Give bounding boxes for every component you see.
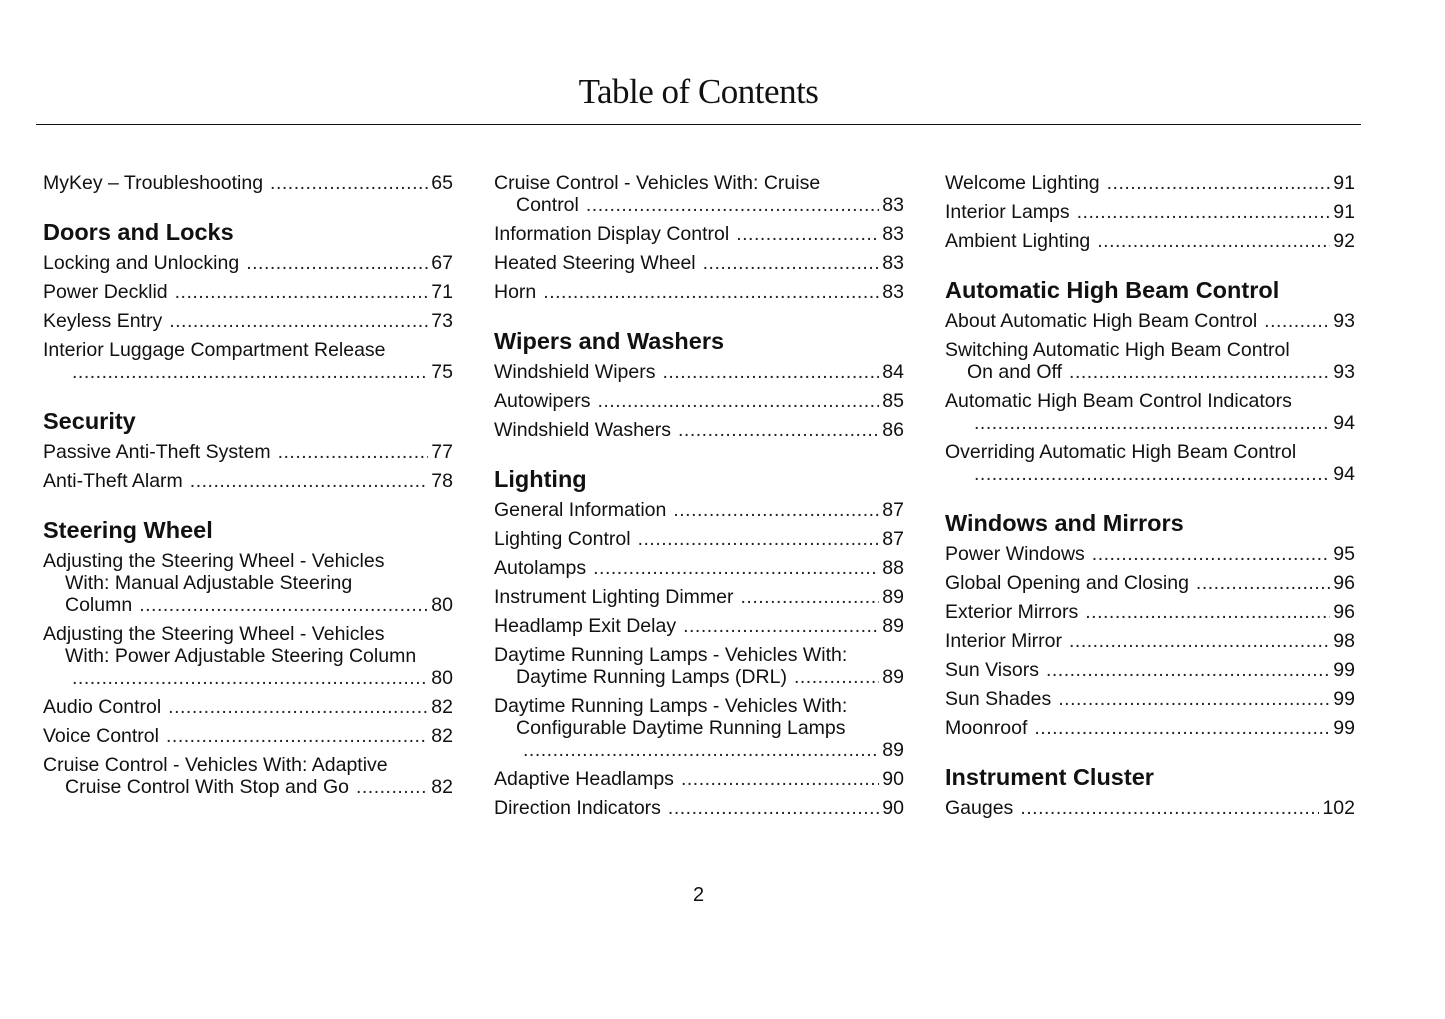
toc-entry-title: Instrument Lighting Dimmer bbox=[494, 585, 734, 608]
dot-leader bbox=[72, 667, 428, 689]
dot-leader bbox=[1264, 310, 1330, 332]
toc-entry[interactable] bbox=[43, 306, 453, 335]
dot-leader bbox=[974, 463, 1330, 485]
toc-page-ref: 94 bbox=[1333, 462, 1355, 485]
toc-entry-title: Passive Anti-Theft System bbox=[43, 440, 271, 463]
toc-entry[interactable] bbox=[945, 539, 1355, 568]
toc-entry-title: With: Power Adjustable Steering Column bbox=[65, 644, 417, 667]
toc-entry-title: Daytime Running Lamps - Vehicles With: bbox=[494, 643, 848, 666]
toc-entry-title: Horn bbox=[494, 280, 537, 303]
toc-page-ref: 89 bbox=[882, 738, 904, 761]
toc-entry[interactable] bbox=[43, 546, 453, 619]
toc-column-1 bbox=[43, 168, 453, 801]
toc-page-ref: 80 bbox=[431, 593, 453, 616]
toc-page-ref: 102 bbox=[1322, 796, 1355, 819]
toc-page-ref: 88 bbox=[882, 556, 904, 579]
dot-leader bbox=[794, 666, 879, 688]
toc-page-ref: 83 bbox=[882, 251, 904, 274]
dot-leader bbox=[1092, 543, 1331, 565]
dot-leader bbox=[1069, 630, 1330, 652]
dot-leader bbox=[673, 499, 879, 521]
toc-entry-title: Welcome Lighting bbox=[945, 171, 1100, 194]
toc-entry[interactable] bbox=[945, 306, 1355, 335]
toc-entry[interactable] bbox=[494, 357, 904, 386]
toc-page-ref: 80 bbox=[431, 666, 453, 689]
dot-leader bbox=[270, 172, 428, 194]
toc-entry[interactable] bbox=[945, 568, 1355, 597]
toc-page-ref: 89 bbox=[882, 614, 904, 637]
dot-leader bbox=[168, 696, 428, 718]
toc-entry[interactable] bbox=[43, 437, 453, 466]
dot-leader bbox=[741, 586, 880, 608]
toc-entry-title: Windshield Washers bbox=[494, 418, 672, 441]
dot-leader bbox=[1020, 797, 1319, 819]
section-heading: Automatic High Beam Control bbox=[945, 277, 1280, 303]
toc-entry-title: About Automatic High Beam Control bbox=[945, 309, 1258, 332]
section-heading: Instrument Cluster bbox=[945, 764, 1154, 790]
toc-entry-title: Autowipers bbox=[494, 389, 591, 412]
toc-entry[interactable] bbox=[43, 335, 453, 386]
toc-entry-title: Locking and Unlocking bbox=[43, 251, 240, 274]
toc-page-ref: 86 bbox=[882, 418, 904, 441]
toc-entry[interactable] bbox=[43, 277, 453, 306]
toc-entry-title: Sun Visors bbox=[945, 658, 1039, 681]
toc-page-ref: 96 bbox=[1333, 571, 1355, 594]
toc-page-ref: 89 bbox=[882, 665, 904, 688]
toc-page-ref: 90 bbox=[882, 796, 904, 819]
toc-entry-title: Control bbox=[516, 193, 579, 216]
toc-entry[interactable] bbox=[945, 655, 1355, 684]
dot-leader bbox=[1077, 201, 1331, 223]
toc-page-ref: 78 bbox=[431, 469, 453, 492]
toc-entry-title: Configurable Daytime Running Lamps bbox=[516, 716, 846, 739]
toc-page-ref: 90 bbox=[882, 767, 904, 790]
dot-leader bbox=[1069, 361, 1330, 383]
toc-entry[interactable] bbox=[494, 582, 904, 611]
toc-entry[interactable] bbox=[945, 386, 1355, 437]
dot-leader bbox=[681, 768, 879, 790]
dot-leader bbox=[668, 797, 879, 819]
toc-entry-title: Power Windows bbox=[945, 542, 1085, 565]
dot-leader bbox=[175, 281, 429, 303]
dot-leader bbox=[1107, 172, 1331, 194]
toc-entry[interactable] bbox=[43, 168, 453, 197]
toc-page-ref: 99 bbox=[1333, 716, 1355, 739]
toc-entry-title: Gauges bbox=[945, 796, 1014, 819]
dot-leader bbox=[678, 419, 879, 441]
dot-leader bbox=[166, 725, 428, 747]
toc-entry[interactable] bbox=[494, 248, 904, 277]
dot-leader bbox=[662, 361, 879, 383]
toc-page-ref: 73 bbox=[431, 309, 453, 332]
toc-page-ref: 93 bbox=[1333, 309, 1355, 332]
toc-entry-title: MyKey – Troubleshooting bbox=[43, 171, 264, 194]
dot-leader bbox=[736, 223, 879, 245]
toc-entry-title: Global Opening and Closing bbox=[945, 571, 1189, 594]
dot-leader bbox=[1034, 717, 1330, 739]
toc-entry-title: Information Display Control bbox=[494, 222, 730, 245]
toc-entry[interactable] bbox=[494, 219, 904, 248]
toc-entry[interactable] bbox=[945, 226, 1355, 255]
title-divider bbox=[36, 124, 1361, 125]
toc-page-ref: 83 bbox=[882, 222, 904, 245]
dot-leader bbox=[523, 739, 879, 761]
toc-page-ref: 96 bbox=[1333, 600, 1355, 623]
page-title: Table of Contents bbox=[578, 72, 819, 111]
toc-column-3 bbox=[945, 168, 1355, 822]
toc-page-ref: 65 bbox=[431, 171, 453, 194]
page-number: 2 bbox=[692, 884, 705, 906]
toc-entry[interactable] bbox=[945, 597, 1355, 626]
toc-entry-title: Exterior Mirrors bbox=[945, 600, 1079, 623]
dot-leader bbox=[1085, 601, 1330, 623]
toc-entry[interactable] bbox=[43, 248, 453, 277]
toc-page-ref: 95 bbox=[1333, 542, 1355, 565]
toc-entry[interactable] bbox=[494, 415, 904, 444]
toc-entry-title: Interior Mirror bbox=[945, 629, 1063, 652]
toc-entry-title: Sun Shades bbox=[945, 687, 1052, 710]
toc-entry[interactable] bbox=[945, 793, 1355, 822]
dot-leader bbox=[190, 470, 429, 492]
toc-entry[interactable] bbox=[945, 335, 1355, 386]
toc-entry-title: Heated Steering Wheel bbox=[494, 251, 696, 274]
dot-leader bbox=[586, 194, 879, 216]
toc-entry-title: Adjusting the Steering Wheel - Vehicles bbox=[43, 622, 385, 645]
toc-entry[interactable] bbox=[494, 793, 904, 822]
toc-entry[interactable] bbox=[494, 553, 904, 582]
toc-page-ref: 92 bbox=[1333, 229, 1355, 252]
dot-leader bbox=[1046, 659, 1330, 681]
toc-entry-title: Interior Luggage Compartment Release bbox=[43, 338, 386, 361]
toc-entry[interactable] bbox=[945, 168, 1355, 197]
dot-leader bbox=[638, 528, 880, 550]
toc-entry-title: Daytime Running Lamps (DRL) bbox=[516, 665, 787, 688]
toc-entry-title: Moonroof bbox=[945, 716, 1028, 739]
dot-leader bbox=[703, 252, 880, 274]
toc-entry-title: Column bbox=[65, 593, 133, 616]
toc-entry-title: Daytime Running Lamps - Vehicles With: bbox=[494, 694, 848, 717]
toc-entry[interactable] bbox=[494, 277, 904, 306]
toc-page-ref: 91 bbox=[1333, 171, 1355, 194]
toc-entry[interactable] bbox=[43, 692, 453, 721]
toc-entry[interactable] bbox=[494, 386, 904, 415]
toc-page-ref: 98 bbox=[1333, 629, 1355, 652]
toc-page-ref: 67 bbox=[431, 251, 453, 274]
toc-entry[interactable] bbox=[945, 437, 1355, 488]
toc-entry-title: Headlamp Exit Delay bbox=[494, 614, 677, 637]
dot-leader bbox=[278, 441, 429, 463]
toc-entry[interactable] bbox=[43, 466, 453, 495]
dot-leader bbox=[593, 557, 879, 579]
toc-entry-title: Lighting Control bbox=[494, 527, 631, 550]
toc-page-ref: 82 bbox=[431, 775, 453, 798]
toc-entry-title: Ambient Lighting bbox=[945, 229, 1091, 252]
toc-page-ref: 89 bbox=[882, 585, 904, 608]
section-heading: Doors and Locks bbox=[43, 219, 234, 245]
toc-entry[interactable] bbox=[43, 721, 453, 750]
toc-page-ref: 87 bbox=[882, 498, 904, 521]
toc-page-ref: 99 bbox=[1333, 687, 1355, 710]
toc-entry-title: Automatic High Beam Control Indicators bbox=[945, 389, 1292, 412]
toc-entry-title: Adaptive Headlamps bbox=[494, 767, 674, 790]
dot-leader bbox=[169, 310, 428, 332]
section-heading: Security bbox=[43, 408, 136, 434]
toc-entry[interactable] bbox=[494, 764, 904, 793]
toc-entry[interactable] bbox=[945, 713, 1355, 742]
toc-entry[interactable] bbox=[494, 168, 904, 219]
toc-page-ref: 77 bbox=[431, 440, 453, 463]
toc-page-ref: 87 bbox=[882, 527, 904, 550]
toc-entry[interactable] bbox=[494, 691, 904, 764]
toc-entry-title: Switching Automatic High Beam Control bbox=[945, 338, 1290, 361]
toc-entry-title: Power Decklid bbox=[43, 280, 168, 303]
toc-page-ref: 91 bbox=[1333, 200, 1355, 223]
toc-entry[interactable] bbox=[43, 619, 453, 692]
dot-leader bbox=[139, 594, 428, 616]
dot-leader bbox=[597, 390, 879, 412]
dot-leader bbox=[683, 615, 879, 637]
toc-entry-title: Autolamps bbox=[494, 556, 587, 579]
toc-entry-title: Audio Control bbox=[43, 695, 162, 718]
toc-entry[interactable] bbox=[494, 495, 904, 524]
toc-page-ref: 85 bbox=[882, 389, 904, 412]
dot-leader bbox=[543, 281, 879, 303]
toc-entry-title: Voice Control bbox=[43, 724, 159, 747]
toc-entry[interactable] bbox=[494, 611, 904, 640]
toc-entry-title: Cruise Control With Stop and Go bbox=[65, 775, 349, 798]
toc-entry-title: General Information bbox=[494, 498, 667, 521]
section-heading: Lighting bbox=[494, 466, 587, 492]
toc-entry-title: Windshield Wipers bbox=[494, 360, 656, 383]
toc-entry[interactable] bbox=[43, 750, 453, 801]
toc-page-ref: 83 bbox=[882, 193, 904, 216]
toc-entry[interactable] bbox=[494, 640, 904, 691]
toc-page-ref: 99 bbox=[1333, 658, 1355, 681]
toc-entry-title: With: Manual Adjustable Steering bbox=[65, 571, 353, 594]
section-heading: Wipers and Washers bbox=[494, 328, 725, 354]
toc-page-ref: 82 bbox=[431, 724, 453, 747]
toc-page-ref: 82 bbox=[431, 695, 453, 718]
toc-entry-title: On and Off bbox=[967, 360, 1063, 383]
toc-page-ref: 71 bbox=[431, 280, 453, 303]
dot-leader bbox=[246, 252, 428, 274]
dot-leader bbox=[356, 776, 428, 798]
toc-page-ref: 93 bbox=[1333, 360, 1355, 383]
dot-leader bbox=[72, 361, 428, 383]
toc-page-ref: 84 bbox=[882, 360, 904, 383]
toc-entry-title: Anti-Theft Alarm bbox=[43, 469, 183, 492]
dot-leader bbox=[1097, 230, 1330, 252]
toc-entry-title: Direction Indicators bbox=[494, 796, 661, 819]
toc-entry-title: Cruise Control - Vehicles With: Cruise bbox=[494, 171, 821, 194]
toc-entry[interactable] bbox=[945, 197, 1355, 226]
section-heading: Steering Wheel bbox=[43, 517, 213, 543]
section-heading: Windows and Mirrors bbox=[945, 510, 1184, 536]
toc-entry-title: Cruise Control - Vehicles With: Adaptive bbox=[43, 753, 388, 776]
toc-entry-title: Overriding Automatic High Beam Control bbox=[945, 440, 1297, 463]
dot-leader bbox=[1196, 572, 1330, 594]
toc-entry-title: Interior Lamps bbox=[945, 200, 1070, 223]
toc-page-ref: 94 bbox=[1333, 411, 1355, 434]
toc-entry-title: Adjusting the Steering Wheel - Vehicles bbox=[43, 549, 385, 572]
toc-entry[interactable] bbox=[945, 684, 1355, 713]
toc-column-2 bbox=[494, 168, 904, 822]
toc-entry-title: Keyless Entry bbox=[43, 309, 163, 332]
dot-leader bbox=[974, 412, 1330, 434]
toc-page-ref: 75 bbox=[431, 360, 453, 383]
dot-leader bbox=[1058, 688, 1330, 710]
toc-entry[interactable] bbox=[945, 626, 1355, 655]
toc-page-ref: 83 bbox=[882, 280, 904, 303]
toc-entry[interactable] bbox=[494, 524, 904, 553]
